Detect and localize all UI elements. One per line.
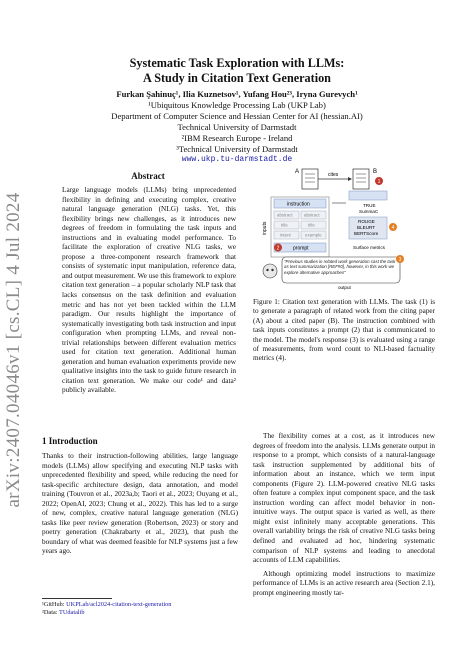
footnote-1-label: ¹GitHub: — [42, 601, 67, 608]
label-summac: SummaC — [359, 209, 379, 214]
label-title-b: title — [308, 222, 315, 228]
footnote-1 — [42, 601, 242, 609]
label-bleurt: BLEURT — [357, 225, 376, 230]
generated-text-fo — [284, 259, 398, 283]
label-bertscore: BERTScore — [354, 231, 379, 236]
figure-1-caption: Figure 1: Citation text generation with LLMs. The task (1) is to generate a paragraph of related work from the citing paper (A) about a cited paper (B). The instruction combined with task inputs constitutes a prompt (2) that is communicated to the model. The model's response (3) is evaluated using a range of measurements, from word count to NLI-based factuality metrics (4). — [253, 298, 435, 363]
reference-box — [349, 191, 387, 200]
right-column-body — [253, 431, 435, 597]
affiliation-1: ¹Ubiquitous Knowledge Processing Lab (UKP Lab) — [148, 100, 326, 110]
figure-1-diagram — [250, 163, 432, 293]
label-prompt: prompt — [293, 245, 309, 252]
body-paragraph-1: The flexibility comes at a cost, as it introduces new degrees of freedom into the analysis. LLMs generate output in response to a prompt, which consists of a natural-language task instruction supplemented by additional bits of information about an instance, which we term input components (Figure 2). LLM-powered creative NLG tasks often feature a complex input component space, and the task instruction wording can affect model behavior in non-intuitive ways. The output space is varied as well, as there might exist infinitely many acceptable generations. This overall variability brings the risk of creative NLG tasks being defined and evaluated ad hoc, hindering systematic comparison of NLP systems and leading to anecdotal accounts of LLM capabilities. — [253, 431, 435, 565]
introduction-paragraph: Thanks to their instruction-following abilities, large language models (LLMs) allow specifying and executing NLP tasks with unprecedented flexibility and speed, while reducing the need for task-specific architecture design, data annotation, and model training (Touvron et al., 2023a,b; Taori et al., 2023; Ouyang et al., 2022; OpenAI, 2023; Chung et al., 2022). This has led to a surge of new, complex, creative natural language generation (NLG) tasks like peer review generation (Robertson, 2023) or story and poetry generation (Chakrabarty et al., 2023), that push the boundary of what was deemed feasible for NLP systems just a few years ago. — [42, 451, 238, 556]
marker-1-text: 1 — [377, 179, 381, 185]
label-b: B — [373, 169, 378, 175]
footnote-rule — [42, 598, 112, 599]
label-surface-metrics: Surface metrics — [353, 245, 385, 250]
paper-title-line-2: A Study in Citation Text Generation — [143, 71, 331, 85]
section-heading-introduction: 1 Introduction — [42, 436, 98, 446]
lab-url-link[interactable]: www.ukp.tu-darmstadt.de — [181, 155, 293, 164]
abstract-heading: Abstract — [131, 171, 165, 181]
abstract-body: Large language models (LLMs) bring unprecedented flexibility in defining and executing complex, creative natural language generation (NLG) tasks. Yet, this flexibility brings new challenges, as it introduces new degrees of freedom in formulating the task inputs and instructions and in evaluating model performance. To facilitate the exploration of creative NLG tasks, we propose a three-component research framework that consists of systematic input manipulation, reference data, and output measurement. We use this framework to explore citation text generation – a popular scholarly NLP task that lacks consensus on the task definition and evaluation metric and has not yet been tackled within the LLM paradigm. Our results highlight the importance of systematically investigating both task instruction and input configuration when prompting LLMs, and reveal non-trivial relationships between different evaluation metrics used for citation text generation. Additional human generation and human evaluation experiments provide new qualitative insights into the task to guide future research in citation text generation. We make our code¹ and data² publicly available. — [62, 185, 236, 395]
paper-a-icon — [302, 169, 318, 189]
llm-robot-icon — [263, 264, 277, 278]
label-inputs: inputs — [262, 221, 268, 235]
label-abstract-b: abstract — [304, 212, 320, 218]
marker-4-text: 4 — [391, 225, 395, 231]
label-title-a: title — [281, 222, 288, 228]
label-abstract-a: abstract — [277, 212, 293, 218]
footnote-2-label: ²Data: — [42, 609, 59, 616]
paper-b-icon — [353, 169, 369, 189]
footnote-1-link[interactable]: UKPLab/acl2024-citation-text-generation — [66, 601, 172, 608]
footnote-2 — [42, 609, 242, 617]
affiliation-2: Department of Computer Science and Hessian Center for AI (hessian.AI) — [111, 111, 363, 121]
marker-2-text: 2 — [276, 245, 280, 252]
arxiv-sidebar — [3, 175, 25, 525]
label-a: A — [295, 169, 300, 175]
marker-3-text: 3 — [398, 257, 402, 263]
body-paragraph-2: Although optimizing model instructions to maximize performance of LLMs is an active research area (Section 2.1), prompt engineering mostly tar- — [253, 568, 435, 597]
label-true: TRUE — [363, 203, 376, 208]
label-cites: cites — [328, 172, 339, 178]
paper-title-line-1: Systematic Task Exploration with LLMs: — [129, 56, 345, 70]
affiliation-4: ²IBM Research Europe - Ireland — [181, 133, 293, 143]
label-example: example — [305, 232, 322, 238]
affiliation-3: Technical University of Darmstadt — [177, 122, 297, 132]
label-output: output — [338, 285, 351, 290]
affiliation-5: ³Technical University of Darmstadt — [176, 144, 298, 154]
footnote-2-link[interactable]: TUdatalib — [58, 609, 85, 616]
generated-text: "Previous studies in related work generation cast the task as text summarization [REF#0], however, in this work we explore alternative approaches" — [284, 259, 396, 275]
label-instruction: instruction — [287, 201, 310, 208]
arxiv-identifier: arXiv:2407.04046v1 [cs.CL] 4 Jul 2024 — [3, 192, 24, 508]
cites-arrowhead — [348, 177, 352, 181]
author-list: Furkan Şahinuç¹, Ilia Kuznetsov¹, Yufang Hou²³, Iryna Gurevych¹ — [116, 89, 358, 99]
label-intent: intent — [280, 232, 291, 238]
label-rouge: ROUGE — [358, 219, 375, 224]
